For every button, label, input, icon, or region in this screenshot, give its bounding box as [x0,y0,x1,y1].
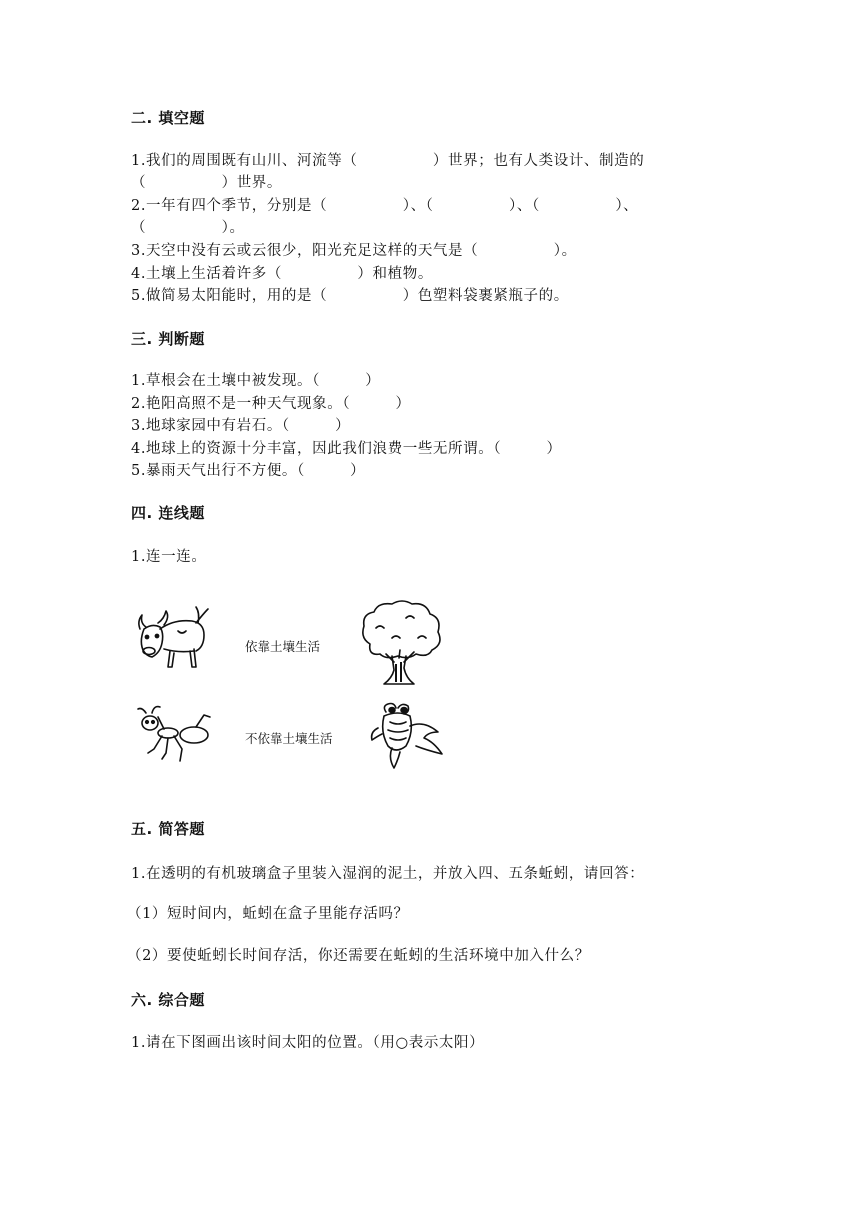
fill-blank-q2-line1: 2.一年有四个季节，分别是（ ）、（ ）、（ ）、 [131,198,639,214]
true-false-q1: 1.草根会在土壤中被发现。（ ） [131,373,381,389]
true-false-q4: 4.地球上的资源十分丰富，因此我们浪费一些无所谓。（ ） [131,441,562,457]
ox-illustration [134,603,214,673]
fill-blank-q2-line2: （ ）。 [131,220,245,236]
true-false-q3: 3.地球家园中有岩石。（ ） [131,418,351,434]
section-title-matching: 四. 连线题 [131,504,205,522]
ant-illustration [134,703,214,765]
fill-blank-q4: 4.土壤上生活着许多（ ）和植物。 [131,266,433,282]
label-depend-on-soil: 依靠土壤生活 [245,639,321,654]
fill-blank-q5: 5.做简易太阳能时，用的是（ ）色塑料袋裹紧瓶子的。 [131,288,569,304]
true-false-q5: 5.暴雨天气出行不方便。（ ） [131,463,366,479]
short-answer-sub2: （2）要使蚯蚓长时间存活，你还需要在蚯蚓的生活环境中加入什么？ [127,948,590,964]
goldfish-illustration [368,702,446,772]
section-title-comprehensive: 六. 综合题 [131,991,205,1009]
section-title-short-answer: 五. 简答题 [131,820,205,838]
true-false-q2: 2.艳阳高照不是一种天气现象。（ ） [131,396,411,412]
matching-q1: 1.连一连。 [131,549,207,565]
fill-blank-q1-line1: 1.我们的周围既有山川、河流等（ ）世界；也有人类设计、制造的 [131,153,645,169]
comprehensive-q1: 1.请在下图画出该时间太阳的位置。（用○表示太阳） [131,1035,485,1051]
section-title-true-false: 三. 判断题 [131,330,205,348]
label-not-depend-on-soil: 不依靠土壤生活 [245,731,333,746]
tree-illustration [356,598,446,690]
fill-blank-q1-line2: （ ）世界。 [131,175,282,191]
short-answer-q1: 1.在透明的有机玻璃盒子里装入湿润的泥土，并放入四、五条蚯蚓，请回答： [131,866,645,882]
short-answer-sub1: （1）短时间内，蚯蚓在盒子里能存活吗？ [127,906,409,922]
section-title-fill-blank: 二. 填空题 [131,109,205,127]
fill-blank-q3: 3.天空中没有云或云很少，阳光充足这样的天气是（ ）。 [131,243,577,259]
